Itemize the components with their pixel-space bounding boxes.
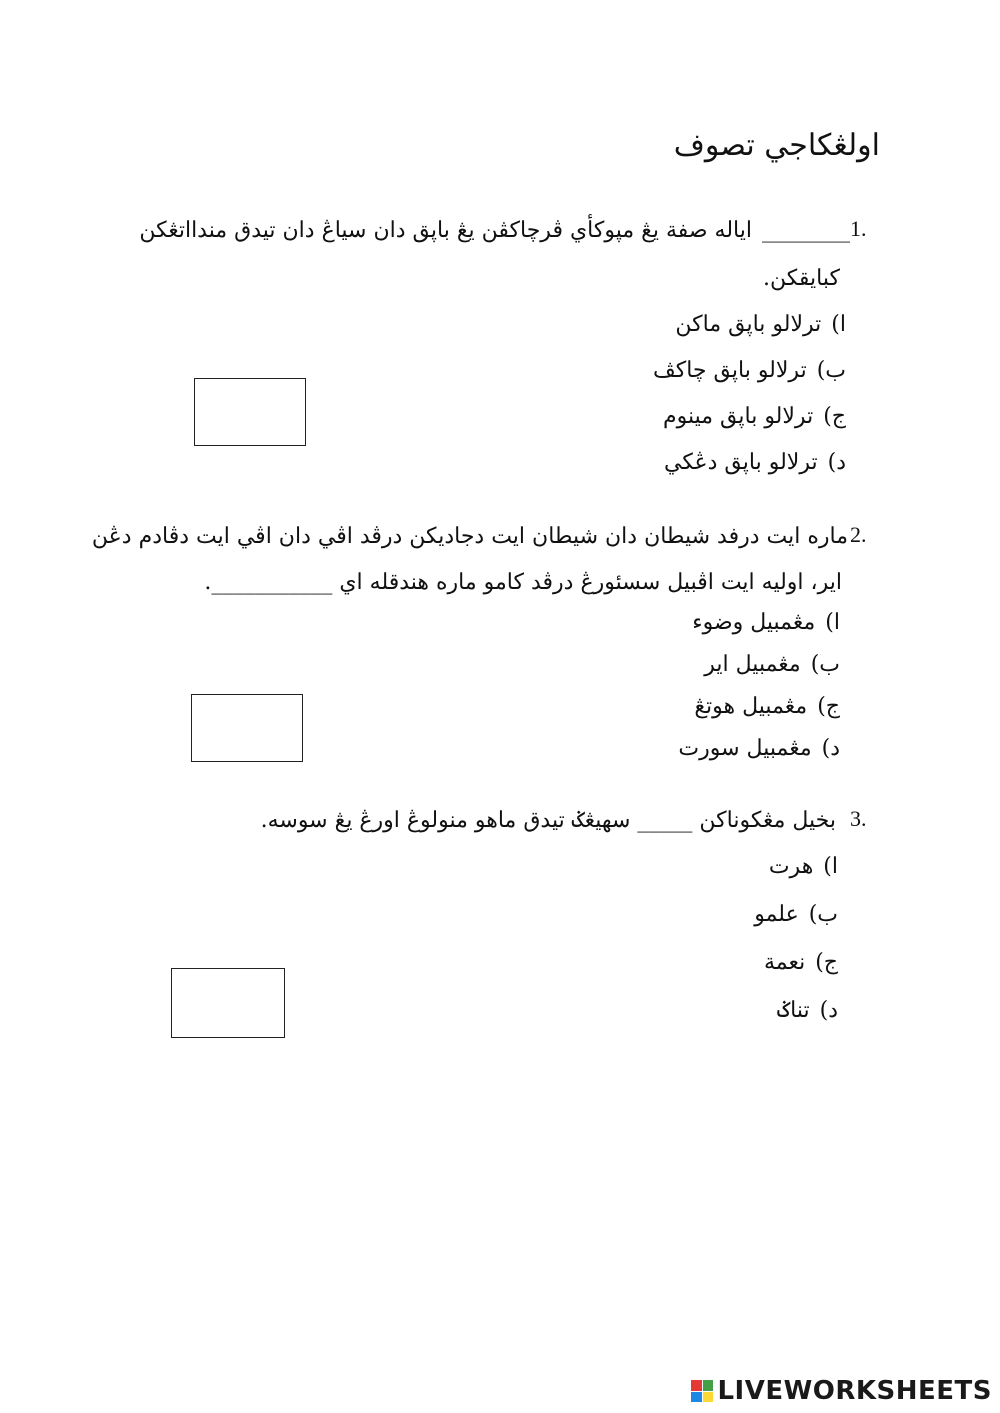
option-text: ترلالو باپق ماکن	[675, 312, 822, 337]
option-d	[678, 736, 840, 761]
liveworksheets-logo	[691, 1376, 992, 1406]
question-text-line: اير، اوليه ايت اڤبيل سسئورڠ درڤد کامو ماره هندقله اي ___________.	[204, 570, 842, 595]
option-c	[764, 950, 838, 975]
option-a	[692, 610, 840, 635]
option-text: ترلالو باپق مينوم	[662, 404, 814, 429]
question-number: 3.	[850, 806, 867, 831]
option-text: نعمة	[763, 950, 806, 975]
option-text: مڠمبيل وضوء	[692, 610, 816, 635]
option-text: علمو	[754, 902, 799, 927]
answer-blank[interactable]: ________	[762, 218, 850, 243]
question-text-line: کبايقکن.	[763, 266, 840, 291]
option-b	[754, 902, 838, 927]
option-letter: ج)	[817, 694, 840, 719]
option-text: ترلالو باپق دڠکي	[664, 450, 818, 475]
option-c	[694, 694, 840, 719]
option-text: ترلالو باپق چاکڤ	[652, 358, 807, 383]
option-a	[769, 854, 838, 879]
question-text-line: ماره ايت درفد شيطان دان شيطان ايت دجاديکن درڤد اڤي دان اڤي ايت دڤادم دڠن	[91, 524, 848, 549]
logo-square-icon	[703, 1380, 714, 1391]
option-text: مڠمبيل اير	[704, 652, 801, 677]
logo-square-icon	[703, 1392, 714, 1403]
option-letter: ا)	[823, 854, 838, 879]
option-letter: د)	[819, 998, 838, 1023]
option-letter: ب)	[808, 902, 838, 927]
option-letter: د)	[821, 736, 840, 761]
option-d	[664, 450, 846, 475]
answer-box[interactable]	[194, 378, 306, 446]
option-b	[704, 652, 840, 677]
option-letter: د)	[827, 450, 846, 475]
option-text: هرت	[768, 854, 814, 879]
option-a	[675, 312, 846, 337]
question-text-line	[139, 218, 850, 243]
answer-box[interactable]	[171, 968, 285, 1038]
option-letter: ا)	[831, 312, 846, 337]
logo-badge-icon	[691, 1380, 713, 1402]
logo-square-icon	[691, 1392, 702, 1403]
option-text: مڠمبيل سورت	[678, 736, 812, 761]
question-text: اياله صفة يڠ مپوکأي ڤرچاکڤن يڠ باپق دان سياڠ دان تيدق مندااتڠکن	[139, 218, 752, 243]
question-number: 2.	[850, 522, 867, 547]
question-number: 1.	[850, 216, 867, 241]
option-letter: ب)	[810, 652, 840, 677]
logo-square-icon	[691, 1380, 702, 1391]
option-letter: ا)	[825, 610, 840, 635]
option-letter: ج)	[823, 404, 846, 429]
option-text: تناݢ	[777, 998, 810, 1023]
question-text-line: بخيل مڠکوناکن _____ سهيڠݢ تيدق ماهو منولوڠ اورڠ يڠ سوسه.	[260, 808, 836, 833]
option-letter: ج)	[815, 950, 838, 975]
worksheet-title: اولڠکاجي تصوف	[673, 128, 880, 163]
option-text: مڠمبيل هوتڠ	[694, 694, 808, 719]
option-letter: ب)	[816, 358, 846, 383]
option-b	[653, 358, 846, 383]
option-d	[777, 998, 838, 1023]
option-c	[663, 404, 846, 429]
answer-box[interactable]	[191, 694, 303, 762]
logo-text: LIVEWORKSHEETS	[717, 1376, 992, 1406]
